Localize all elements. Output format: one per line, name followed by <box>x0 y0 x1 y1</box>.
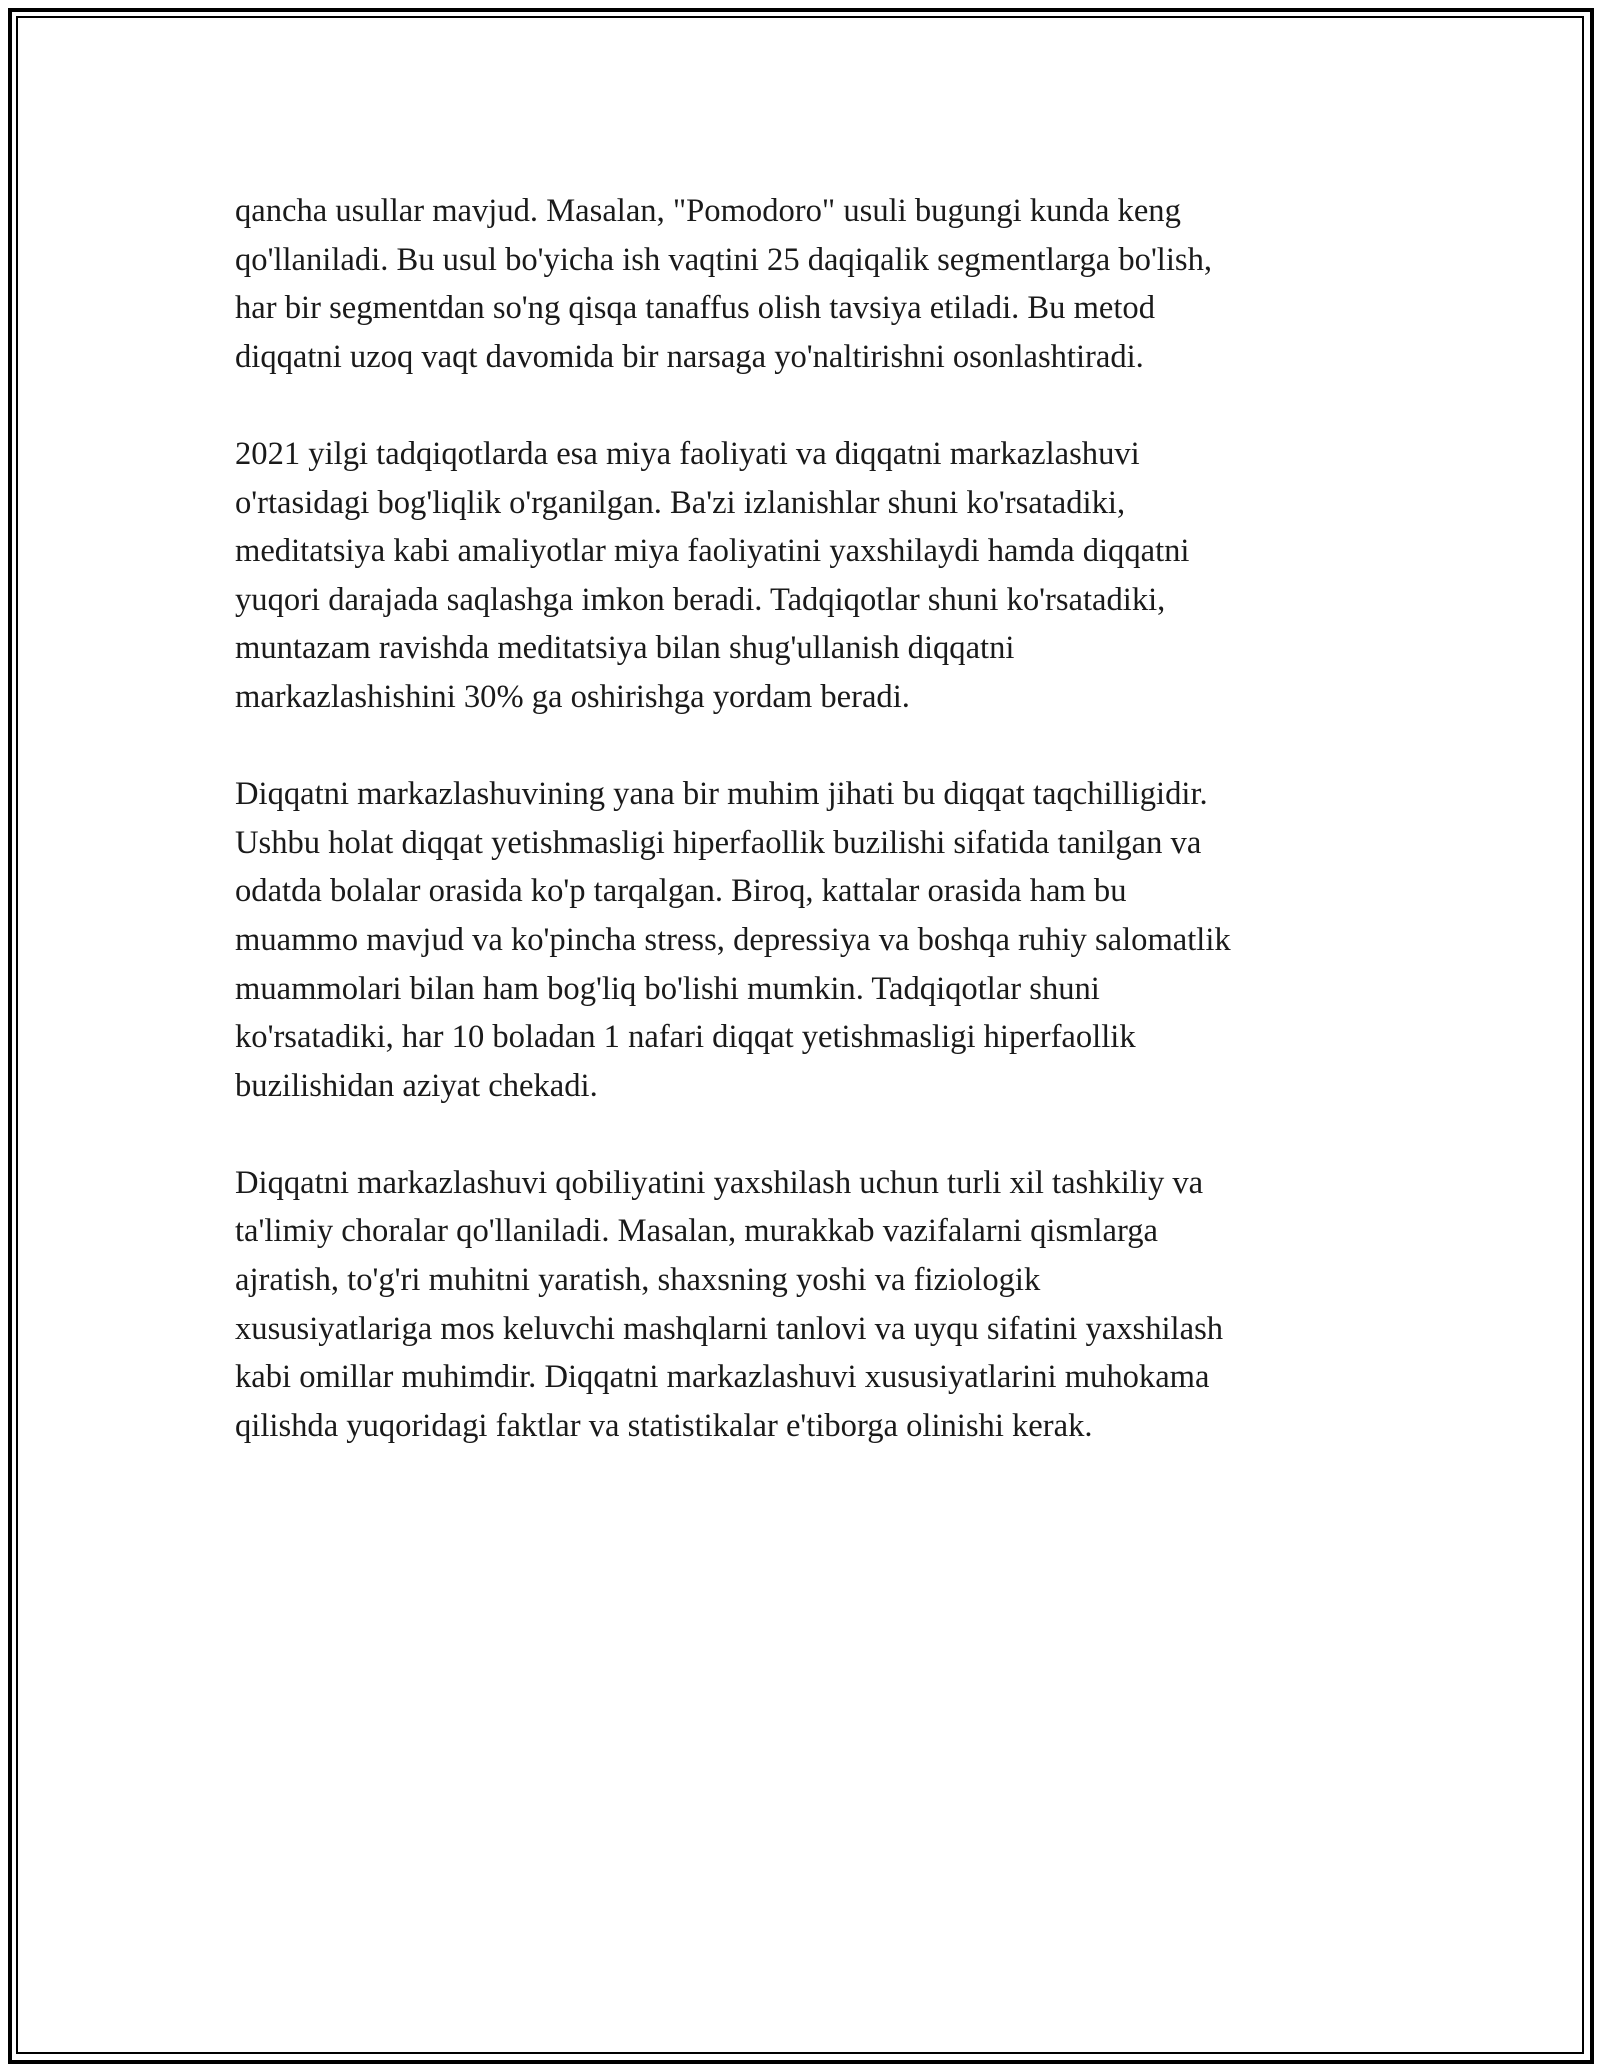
text-line: meditatsiya kabi amaliyotlar miya faoliyatini yaxshilaydi hamda diqqatni <box>235 533 1190 570</box>
paragraph-meditation-research <box>235 430 1365 722</box>
text-line: Diqqatni markazlashuvining yana bir muhim jihati bu diqqat taqchilligidir. <box>235 776 1208 813</box>
paragraph-improvement-measures <box>235 1159 1365 1451</box>
text-line: muammo mavjud va ko'pincha stress, depressiya va boshqa ruhiy salomatlik <box>235 921 1231 958</box>
paragraph-pomodoro <box>235 187 1365 381</box>
text-line: kabi omillar muhimdir. Diqqatni markazlashuvi xususiyatlarini muhokama <box>235 1359 1210 1396</box>
text-line: diqqatni uzoq vaqt davomida bir narsaga yo'naltirishni osonlashtiradi. <box>235 338 1144 375</box>
text-line: har bir segmentdan so'ng qisqa tanaffus olish tavsiya etiladi. Bu metod <box>235 290 1155 327</box>
text-line: ajratish, to'g'ri muhitni yaratish, shaxsning yoshi va fiziologik <box>235 1262 1041 1299</box>
text-line: buzilishidan aziyat chekadi. <box>235 1067 598 1104</box>
paragraph-attention-deficit <box>235 770 1365 1110</box>
text-line: ta'limiy choralar qo'llaniladi. Masalan, murakkab vazifalarni qismlarga <box>235 1213 1159 1250</box>
text-line: muntazam ravishda meditatsiya bilan shug'ullanish diqqatni <box>235 630 1015 667</box>
document-body <box>235 187 1365 1499</box>
text-line: o'rtasidagi bog'liqlik o'rganilgan. Ba'zi izlanishlar shuni ko'rsatadiki, <box>235 484 1126 521</box>
text-line: qo'llaniladi. Bu usul bo'yicha ish vaqtini 25 daqiqalik segmentlarga bo'lish, <box>235 241 1213 278</box>
text-line: qilishda yuqoridagi faktlar va statistikalar e'tiborga olinishi kerak. <box>235 1407 1093 1444</box>
text-line: Diqqatni markazlashuvi qobiliyatini yaxshilash uchun turli xil tashkiliy va <box>235 1164 1204 1201</box>
text-line: ko'rsatadiki, har 10 boladan 1 nafari diqqat yetishmasligi hiperfaollik <box>235 1019 1136 1056</box>
text-line: yuqori darajada saqlashga imkon beradi. Tadqiqotlar shuni ko'rsatadiki, <box>235 581 1166 618</box>
text-line: muammolari bilan ham bog'liq bo'lishi mumkin. Tadqiqotlar shuni <box>235 970 1100 1007</box>
text-line: 2021 yilgi tadqiqotlarda esa miya faoliyati va diqqatni markazlashuvi <box>235 435 1140 472</box>
text-line: Ushbu holat diqqat yetishmasligi hiperfaollik buzilishi sifatida tanilgan va <box>235 824 1202 861</box>
text-line: markazlashishini 30% ga oshirishga yordam beradi. <box>235 678 910 715</box>
text-line: odatda bolalar orasida ko'p tarqalgan. Biroq, kattalar orasida ham bu <box>235 873 1127 910</box>
text-line: xususiyatlariga mos keluvchi mashqlarni tanlovi va uyqu sifatini yaxshilash <box>235 1310 1224 1347</box>
text-line: qancha usullar mavjud. Masalan, "Pomodoro" usuli bugungi kunda keng <box>235 193 1181 229</box>
